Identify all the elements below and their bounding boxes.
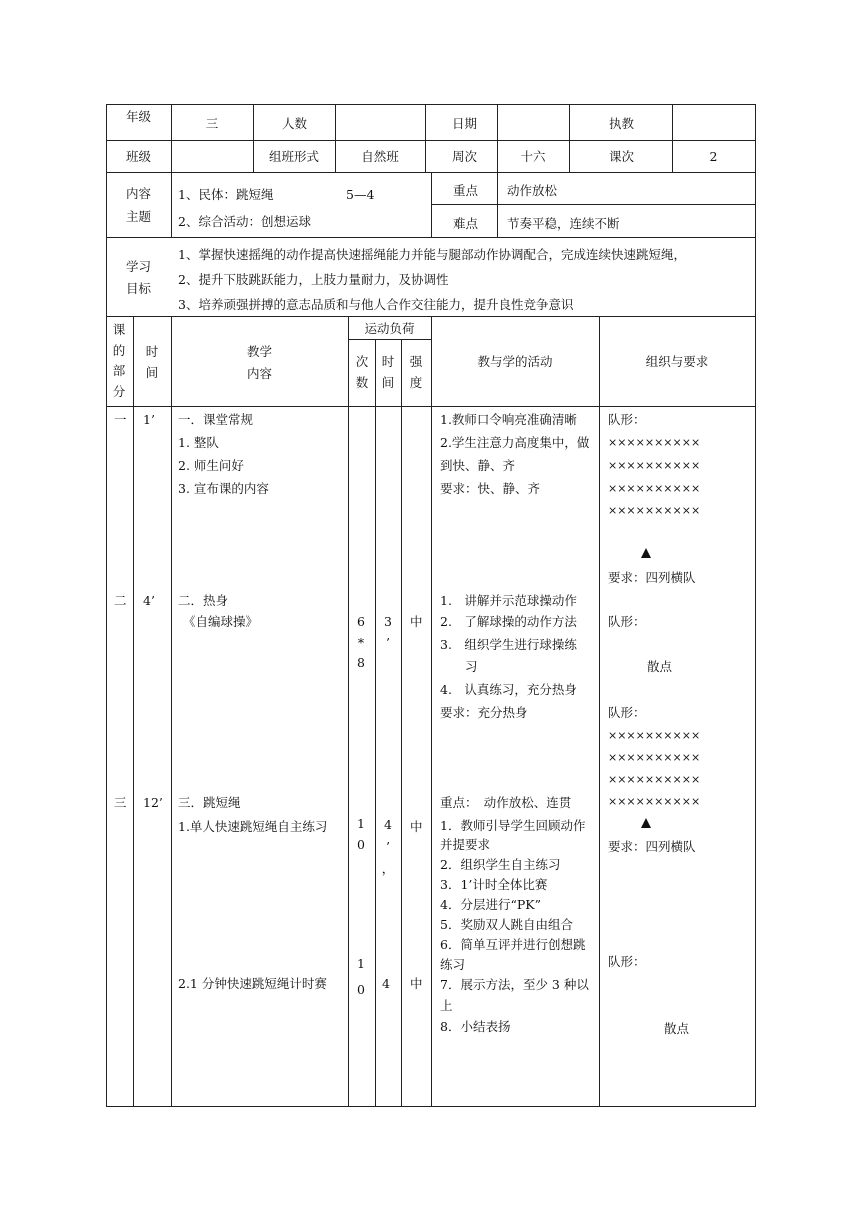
form-label: 组班形式 (268, 149, 319, 164)
content-line: 《自编球操》 (183, 614, 259, 629)
activity-line: 并提要求 (440, 837, 491, 852)
activity-line: 要求：快、静、齐 (440, 481, 541, 496)
week-label: 周次 (452, 149, 478, 164)
activity-line: 2. 了解球操的动作方法 (440, 614, 577, 629)
formation-row: ×××××××××× (608, 773, 701, 786)
formation-row: ×××××××××× (608, 504, 701, 517)
key-label: 重点 (453, 183, 479, 198)
key-value: 动作放松 (507, 183, 558, 198)
activity-line: 习 (465, 659, 478, 674)
activity-line: 4. 认真练习，充分热身 (440, 682, 577, 697)
rule (599, 316, 600, 1106)
class-label: 班级 (125, 149, 151, 164)
time-header: 时 间 (145, 344, 159, 380)
activity-line: 要求：充分热身 (440, 705, 528, 720)
activity-line: 2．组织学生自主练习 (440, 857, 561, 872)
rule (569, 104, 570, 172)
content-line: 2. 师生问好 (178, 458, 244, 473)
activity-line: 3. 组织学生进行球操练 (440, 637, 577, 652)
section-part: 一 (114, 412, 127, 427)
rule (401, 339, 402, 1106)
formation-row: ×××××××××× (608, 459, 701, 472)
grade-value: 三 (205, 116, 219, 131)
intensity-header: 强 度 (409, 354, 423, 390)
lesson-value: 2 (709, 149, 718, 164)
duration-value: 4 ’ ， (381, 817, 395, 876)
rule (497, 172, 498, 237)
content-item-1: 1、民体：跳短绳 (178, 187, 274, 202)
teacher-triangle-icon (641, 548, 651, 558)
intensity-value-2: 中 (410, 976, 423, 991)
times-header: 次 数 (355, 354, 369, 390)
goals-label: 学习 (125, 259, 151, 274)
teacher-triangle-icon (641, 818, 651, 828)
goal-item: 1、掌握快速摇绳的动作提高快速摇绳能力并能与腿部动作协调配合，完成连续快速跳短绳， (178, 247, 686, 262)
part-header: 课 的 部 分 (112, 322, 126, 399)
rule (431, 172, 432, 237)
org-label: 队形： (608, 954, 646, 969)
theme-label: 主题 (125, 209, 151, 224)
activity-line: 6．简单互评并进行创想跳 (440, 937, 586, 952)
content-line: 三．跳短绳 (178, 795, 241, 810)
difficulty-label: 难点 (453, 216, 479, 231)
content-label: 内容 (125, 186, 151, 201)
rule (106, 237, 755, 238)
lesson-label: 课次 (609, 149, 635, 164)
activity-line: 上 (440, 998, 453, 1013)
times-value: 6 * 8 (357, 614, 365, 670)
rule (755, 104, 756, 1107)
duration-value-2: 4 (382, 976, 390, 991)
section-time: 4’ (143, 593, 155, 608)
section-time: 12’ (143, 795, 163, 810)
activity-header: 教与学的活动 (477, 354, 553, 369)
section-part: 二 (114, 593, 127, 608)
goal-item: 3、培养顽强拼搏的意志品质和与他人合作交往能力，提升良性竞争意识 (178, 297, 574, 312)
goals-label-2: 目标 (125, 281, 151, 296)
goal-item: 2、提升下肢跳跃能力，上肢力量耐力，及协调性 (178, 272, 449, 287)
teaching-header-2: 内容 (246, 366, 272, 381)
activity-line: 1．教师引导学生回顾动作 (440, 818, 586, 833)
section-time: 1’ (143, 412, 155, 427)
week-value: 十六 (520, 149, 546, 164)
formation-row: ×××××××××× (608, 795, 701, 808)
formation-row: ×××××××××× (608, 436, 701, 449)
org-requirement: 要求：四列横队 (608, 570, 696, 585)
rule (348, 316, 349, 1106)
content-line: 1.单人快速跳短绳自主练习 (178, 819, 328, 834)
grade-label: 年级 (125, 109, 151, 124)
times-value: 1 0 (357, 816, 365, 852)
activity-line: 5．奖励双人跳自由组合 (440, 917, 573, 932)
rule (106, 104, 107, 1107)
times-value-2: 1 0 (357, 956, 365, 997)
org-line: 队形： (608, 705, 646, 720)
rule (106, 140, 755, 141)
org-form: 散点 (647, 659, 673, 674)
teacher-label: 执教 (609, 116, 635, 131)
content-line: 3. 宣布课的内容 (178, 481, 269, 496)
rule (431, 316, 432, 1106)
org-header: 组织与要求 (645, 354, 709, 369)
activity-line: 到快、静、齐 (440, 458, 516, 473)
teaching-header: 教学 (246, 344, 272, 359)
org-line: 队形： (608, 412, 646, 427)
formation-row: ×××××××××× (608, 482, 701, 495)
activity-line: 1.教师口令响亮准确清晰 (440, 412, 577, 427)
formation-row: ×××××××××× (608, 751, 701, 764)
activity-line: 3．1’计时全体比赛 (440, 877, 548, 892)
content-item-1-code: 5—4 (346, 187, 375, 202)
rule (106, 1106, 755, 1107)
section-part: 三 (114, 795, 127, 810)
org-form: 散点 (664, 1021, 690, 1036)
formation-row: ×××××××××× (608, 729, 701, 742)
rule (348, 339, 431, 340)
activity-line: 7．展示方法，至少 3 种以 (440, 977, 589, 992)
duration-header: 时 间 (381, 354, 395, 390)
rule (171, 316, 172, 1106)
activity-line: 2.学生注意力高度集中，做 (440, 435, 590, 450)
form-value: 自然班 (361, 149, 399, 164)
date-label: 日期 (452, 116, 478, 131)
load-header: 运动负荷 (364, 321, 415, 336)
difficulty-value: 节奏平稳，连续不断 (507, 216, 620, 231)
content-line: 2.1 分钟快速跳短绳计时赛 (178, 976, 327, 991)
activity-line: 重点： 动作放松、连贯 (440, 795, 572, 810)
rule (425, 104, 426, 172)
count-label: 人数 (282, 116, 308, 131)
rule (133, 316, 134, 1106)
duration-value: 3 ’ (384, 614, 392, 650)
rule (431, 204, 755, 205)
org-requirement: 要求：四列横队 (608, 839, 696, 854)
intensity-value: 中 (410, 819, 423, 834)
content-line: 1. 整队 (178, 435, 219, 450)
activity-line: 练习 (440, 957, 466, 972)
activity-line: 1. 讲解并示范球操动作 (440, 593, 577, 608)
rule (375, 339, 376, 1106)
content-line: 一．课堂常规 (178, 412, 254, 427)
content-line: 二．热身 (178, 593, 229, 608)
activity-line: 4．分层进行“PK” (440, 897, 541, 912)
intensity-value: 中 (410, 614, 423, 629)
activity-line: 8．小结表扬 (440, 1019, 511, 1034)
content-item-2: 2、综合活动：创想运球 (178, 214, 311, 229)
rule (106, 104, 755, 105)
org-label: 队形： (608, 614, 646, 629)
